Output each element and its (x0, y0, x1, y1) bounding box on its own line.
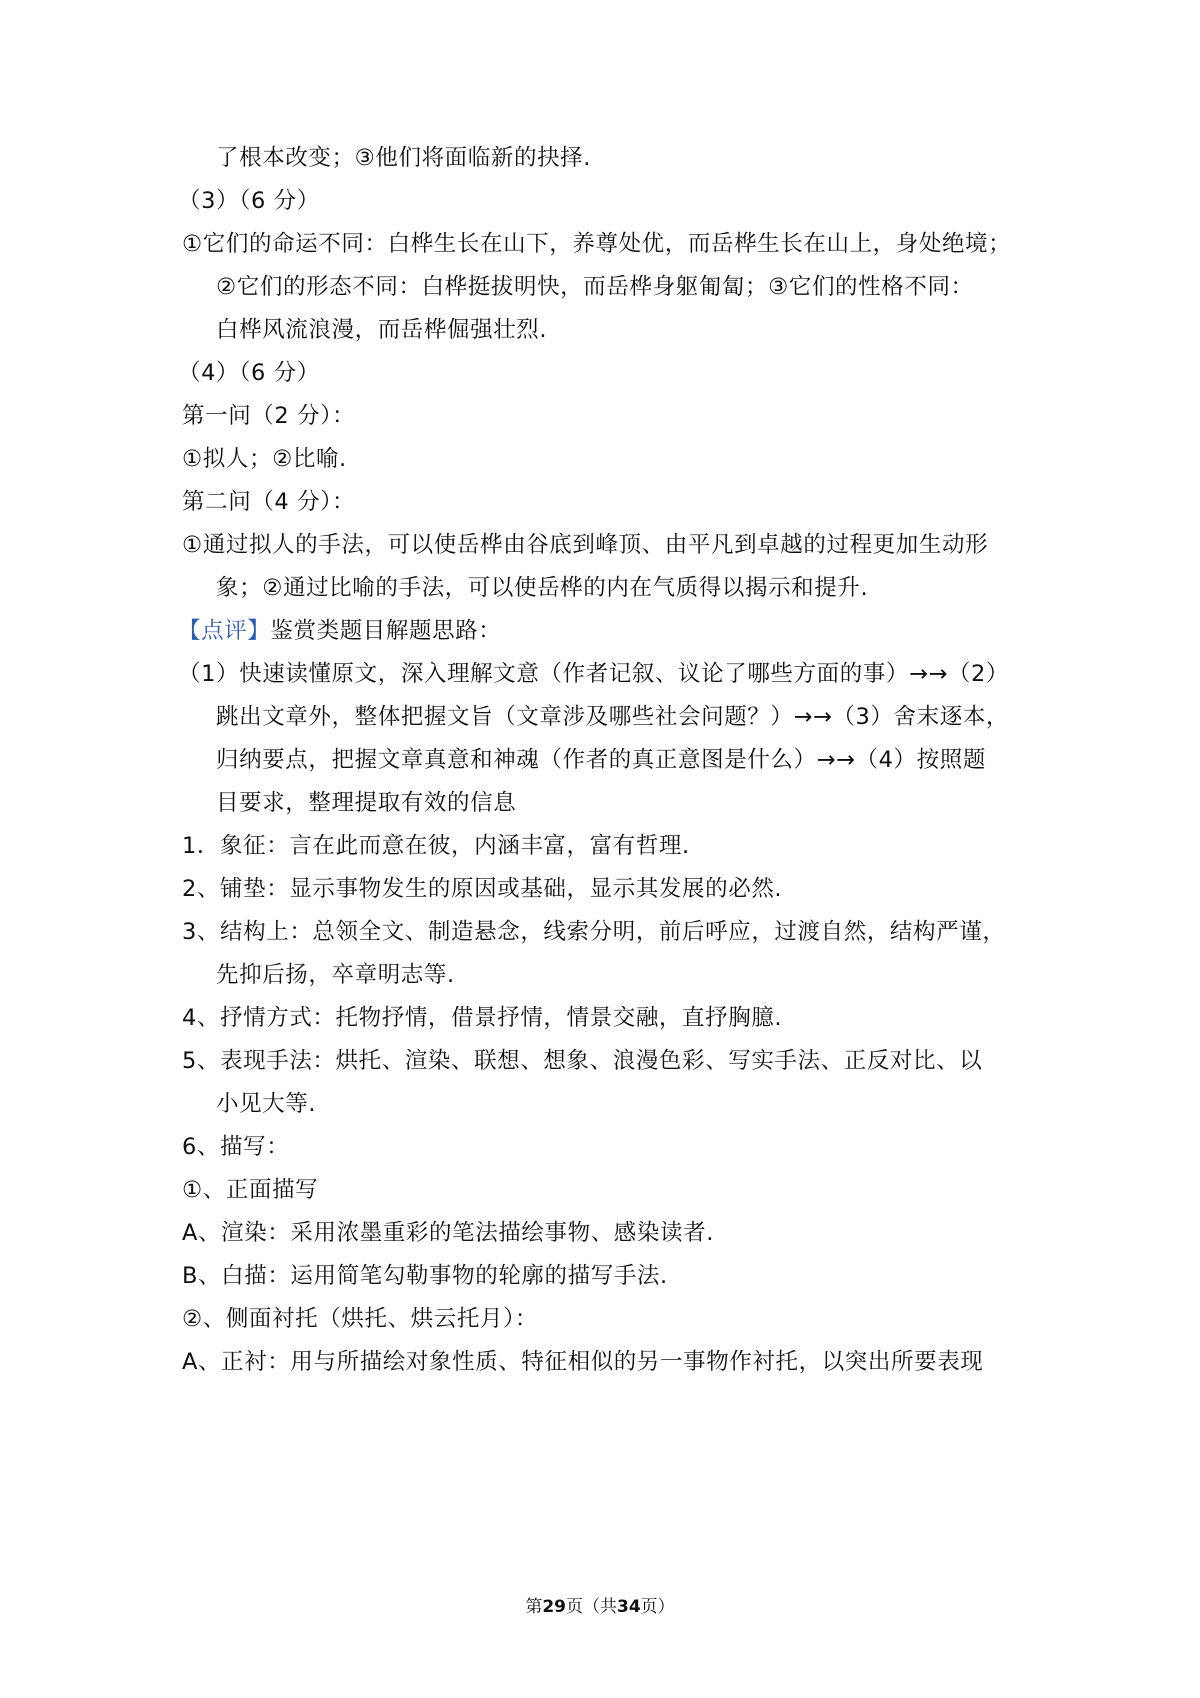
text-line: 象；②通过比喻的手法，可以使岳桦的内在气质得以揭示和提升. (216, 575, 869, 601)
footer-prefix: 第 (525, 1597, 543, 1617)
text-line: 跳出文章外，整体把握文旨（文章涉及哪些社会问题？）→→（3）舍末逐本， (216, 704, 1010, 730)
list-item: B、白描：运用简笔勾勒事物的轮廓的描写手法. (182, 1263, 668, 1289)
text-line: ②它们的形态不同：白桦挺拔明快，而岳桦身躯匍匐；③它们的性格不同： (216, 274, 974, 300)
text-line: 白桦风流浪漫，而岳桦倔强壮烈. (216, 317, 548, 343)
text-line: （1）快速读懂原文，深入理解文意（作者记叙、议论了哪些方面的事）→→（2） (178, 661, 1010, 687)
comment-text: 鉴赏类题目解题思路： (270, 618, 502, 644)
list-item: A、渲染：采用浓墨重彩的笔法描绘事物、感染读者. (182, 1220, 714, 1246)
list-item: ②、侧面衬托（烘托、烘云托月）： (182, 1306, 539, 1332)
section-heading: （3）（6 分） (178, 188, 320, 214)
list-item: ①、正面描写 (182, 1177, 319, 1203)
current-page-number: 29 (542, 1597, 566, 1617)
text-line: 了根本改变；③他们将面临新的抉择. (216, 145, 592, 171)
list-item: 2、铺垫：显示事物发生的原因或基础，显示其发展的必然. (182, 876, 783, 902)
text-line: ①通过拟人的手法，可以使岳桦由谷底到峰顶、由平凡到卓越的过程更加生动形 (182, 532, 989, 558)
list-item: 1．象征：言在此而意在彼，内涵丰富，富有哲理. (182, 833, 690, 859)
page-footer (0, 1595, 1200, 1619)
section-heading: （4）（6 分） (178, 360, 320, 386)
footer-middle: 页（共 (566, 1597, 617, 1617)
comment-label: 【点评】 (178, 618, 271, 644)
footer-suffix: 页） (640, 1597, 675, 1617)
list-item: 5、表现手法：烘托、渲染、联想、想象、浪漫色彩、写实手法、正反对比、以 (182, 1048, 983, 1074)
text-line: 小见大等. (216, 1091, 317, 1117)
list-item: A、正衬：用与所描绘对象性质、特征相似的另一事物作衬托，以突出所要表现 (182, 1349, 984, 1375)
text-line: ①它们的命运不同：白桦生长在山下，养尊处优，而岳桦生长在山上，身处绝境； (182, 231, 1012, 257)
comment-line (178, 616, 501, 646)
text-line: ①拟人；②比喻. (182, 446, 347, 472)
sub-heading: 第一问（2 分）： (182, 403, 356, 429)
text-line: 先抑后扬，卒章明志等. (216, 962, 455, 988)
list-item: 4、抒情方式：托物抒情，借景抒情，情景交融，直抒胸臆. (182, 1005, 783, 1031)
text-line: 目要求，整理提取有效的信息 (216, 790, 517, 816)
sub-heading: 第二问（4 分）： (182, 489, 356, 515)
list-item: 3、结构上：总领全文、制造悬念，线索分明，前后呼应，过渡自然，结构严谨， (182, 919, 1006, 945)
text-line: 归纳要点，把握文章真意和神魂（作者的真正意图是什么）→→（4）按照题 (216, 747, 986, 773)
list-item: 6、描写： (182, 1134, 290, 1160)
total-pages-number: 34 (617, 1597, 641, 1617)
